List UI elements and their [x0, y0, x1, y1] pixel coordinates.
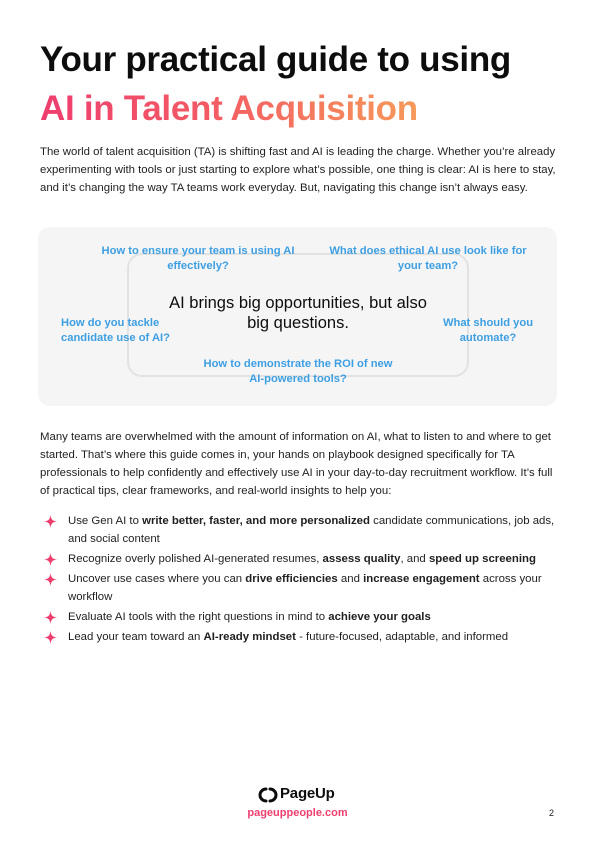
- pageup-logo[interactable]: [258, 785, 348, 805]
- list-item: Uncover use cases where you can drive efficiencies and increase engagement across your workflow: [44, 570, 559, 606]
- list-item: Evaluate AI tools with the right questions in mind to achieve your goals: [44, 608, 559, 626]
- logo-text: PageUp: [280, 785, 335, 802]
- question-ethical-ai: What does ethical AI use look like for your team?: [329, 245, 527, 272]
- sparkle-icon: [44, 553, 57, 566]
- question-roi: How to demonstrate the ROI of new AI-powered tools?: [203, 358, 393, 385]
- body-paragraph: Many teams are overwhelmed with the amount of information on AI, what to listen to and where to get started. That’s where this guide comes in, your hands on playbook designed specifically for TA professionals to help confidently and effectively use AI in your day-to-day recruitment workflow. It’s full of practical tips, clear frameworks, and real-world insights to help you:: [40, 431, 553, 497]
- central-statement: AI brings big opportunities, but also big questions.: [169, 294, 427, 332]
- title-line-2: AI in Talent Acquisition: [40, 89, 418, 128]
- sparkle-icon: [44, 631, 57, 644]
- intro-paragraph: The world of talent acquisition (TA) is shifting fast and AI is leading the charge. Whether you’re already experimenting with tools or just starting to explore what’s possible, one thing is clear: AI is here to stay, and it’s changing the way TA teams work everyday. But, navigating this change isn’t always easy.: [40, 146, 556, 194]
- list-item: Use Gen AI to write better, faster, and more personalized candidate communications, job ads, and social content: [44, 512, 559, 548]
- question-automate: What should you automate?: [442, 317, 534, 344]
- title-line-1: Your practical guide to using: [40, 40, 511, 79]
- list-item: Lead your team toward an AI-ready mindset - future-focused, adaptable, and informed: [44, 628, 559, 646]
- pageup-logo-icon: [258, 786, 278, 804]
- page-number: 2: [549, 808, 555, 818]
- benefits-list: [44, 512, 559, 648]
- list-item: Recognize overly polished AI-generated resumes, assess quality, and speed up screening: [44, 550, 559, 568]
- sparkle-icon: [44, 573, 57, 586]
- questions-box: [38, 227, 557, 406]
- sparkle-icon: [44, 515, 57, 528]
- footer-url-link[interactable]: pageuppeople.com: [247, 807, 348, 819]
- question-team-effectiveness: How to ensure your team is using AI effectively?: [101, 245, 295, 272]
- question-candidate-ai: How do you tackle candidate use of AI?: [61, 317, 170, 344]
- sparkle-icon: [44, 611, 57, 624]
